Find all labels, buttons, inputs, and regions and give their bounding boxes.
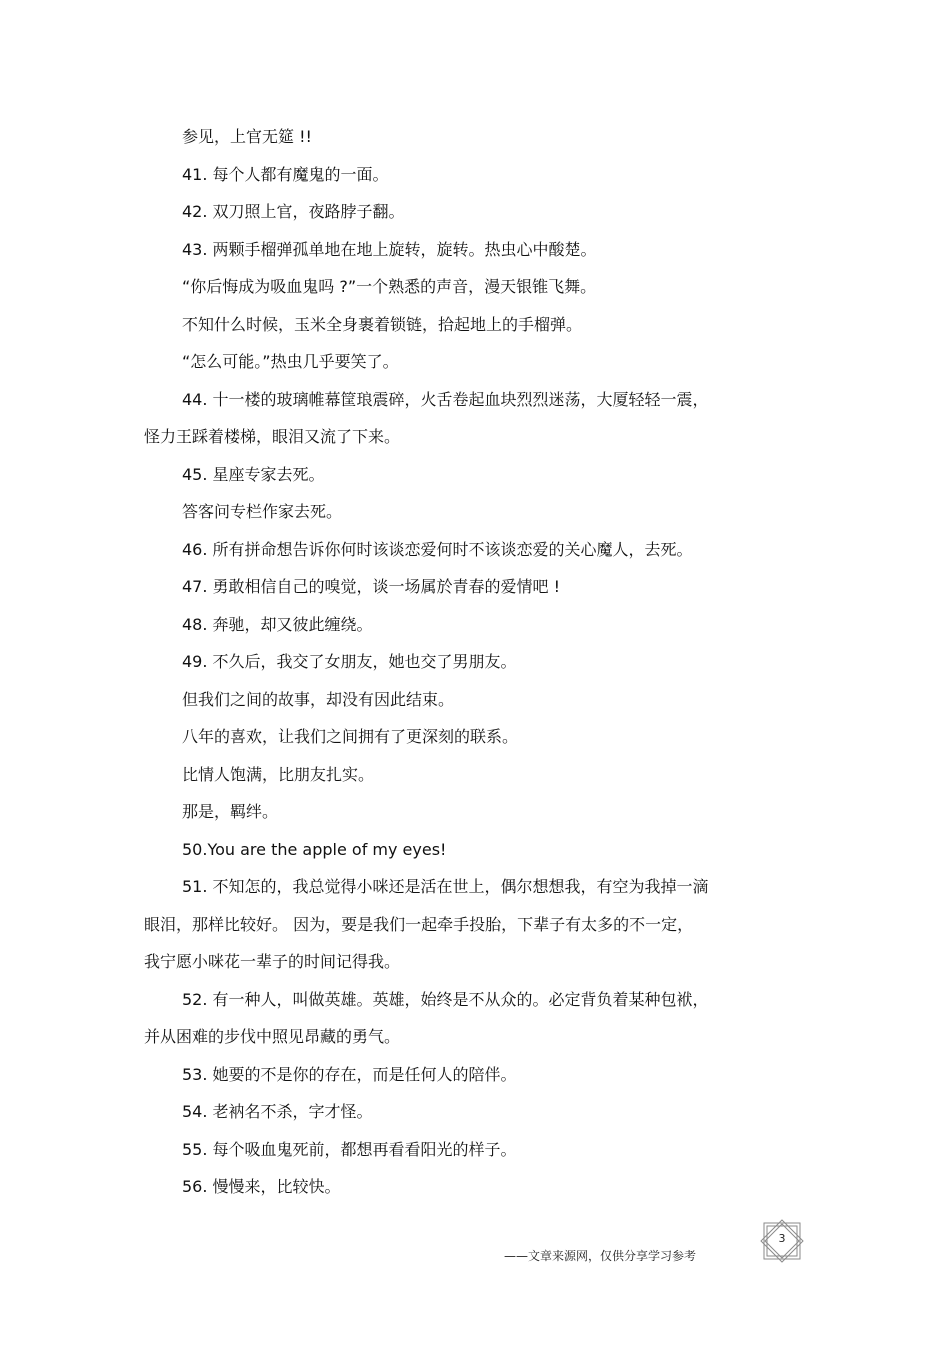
text-line: 41. 每个人都有魔鬼的一面。 [182, 164, 389, 184]
text-line: 比情人饱满，比朋友扎实。 [182, 764, 375, 784]
text-line: 八年的喜欢，让我们之间拥有了更深刻的联系。 [182, 727, 519, 746]
page-number-badge [758, 1219, 806, 1263]
text-line: 54. 老衲名不杀，字才怪。 [182, 1102, 373, 1121]
text-line: 52. 有一种人，叫做英雄。英雄，始终是不从众的。必定背负着某种包袱， [182, 989, 709, 1009]
text-line: “你后悔成为吸血鬼吗 ?”一个熟悉的声音，漫天银锥飞舞。 [182, 277, 597, 296]
text-line: 50.You are the apple of my eyes! [182, 839, 447, 859]
text-line: 55. 每个吸血鬼死前，都想再看看阳光的样子。 [182, 1139, 517, 1159]
text-line: 53. 她要的不是你的存在，而是任何人的陪伴。 [182, 1064, 517, 1084]
footer-source-note: ——文章来源网，仅供分享学习参考 [504, 1249, 697, 1263]
text-line: 并从困难的步伐中照见昂藏的勇气。 [144, 1027, 401, 1046]
text-line: 49. 不久后，我交了女朋友，她也交了男朋友。 [182, 652, 517, 671]
text-line: 56. 慢慢来，比较快。 [182, 1177, 341, 1196]
text-line: 答客问专栏作家去死。 [182, 502, 343, 521]
text-line: 45. 星座专家去死。 [182, 464, 325, 484]
text-line: 43. 两颗手榴弹孤单地在地上旋转，旋转。热虫心中酸楚。 [182, 239, 597, 259]
text-line: “怎么可能。”热虫几乎要笑了。 [182, 352, 399, 371]
text-line: 46. 所有拼命想告诉你何时该谈恋爱何时不该谈恋爱的关心魔人，去死。 [182, 539, 693, 559]
text-line: 怪力王踩着楼梯，眼泪又流了下来。 [144, 427, 401, 446]
body-text [144, 118, 784, 1206]
text-line: 42. 双刀照上官，夜路脖子翻。 [182, 202, 405, 221]
text-line: 44. 十一楼的玻璃帷幕筐琅震碎，火舌卷起血块烈烈迷荡，大厦轻轻一震， [182, 389, 709, 409]
text-line: 参见，上官无筵 !! [182, 127, 312, 146]
text-line: 47. 勇敢相信自己的嗅觉，谈一场属於青春的爱情吧 ! [182, 577, 561, 596]
text-line: 不知什么时候，玉米全身裹着锁链，拾起地上的手榴弹。 [182, 314, 583, 334]
text-line: 51. 不知怎的，我总觉得小咪还是活在世上，偶尔想想我，有空为我掉一滴 [182, 877, 709, 896]
text-line: 眼泪，那样比较好。 因为，要是我们一起牵手投胎，下辈子有太多的不一定， [144, 914, 694, 934]
text-line: 但我们之间的故事，却没有因此结束。 [182, 689, 455, 709]
text-line: 48. 奔驰，却又彼此缠绕。 [182, 614, 373, 634]
page-number: 3 [778, 1232, 786, 1245]
text-line: 我宁愿小咪花一辈子的时间记得我。 [144, 952, 401, 971]
text-line: 那是，羁绊。 [182, 802, 279, 821]
